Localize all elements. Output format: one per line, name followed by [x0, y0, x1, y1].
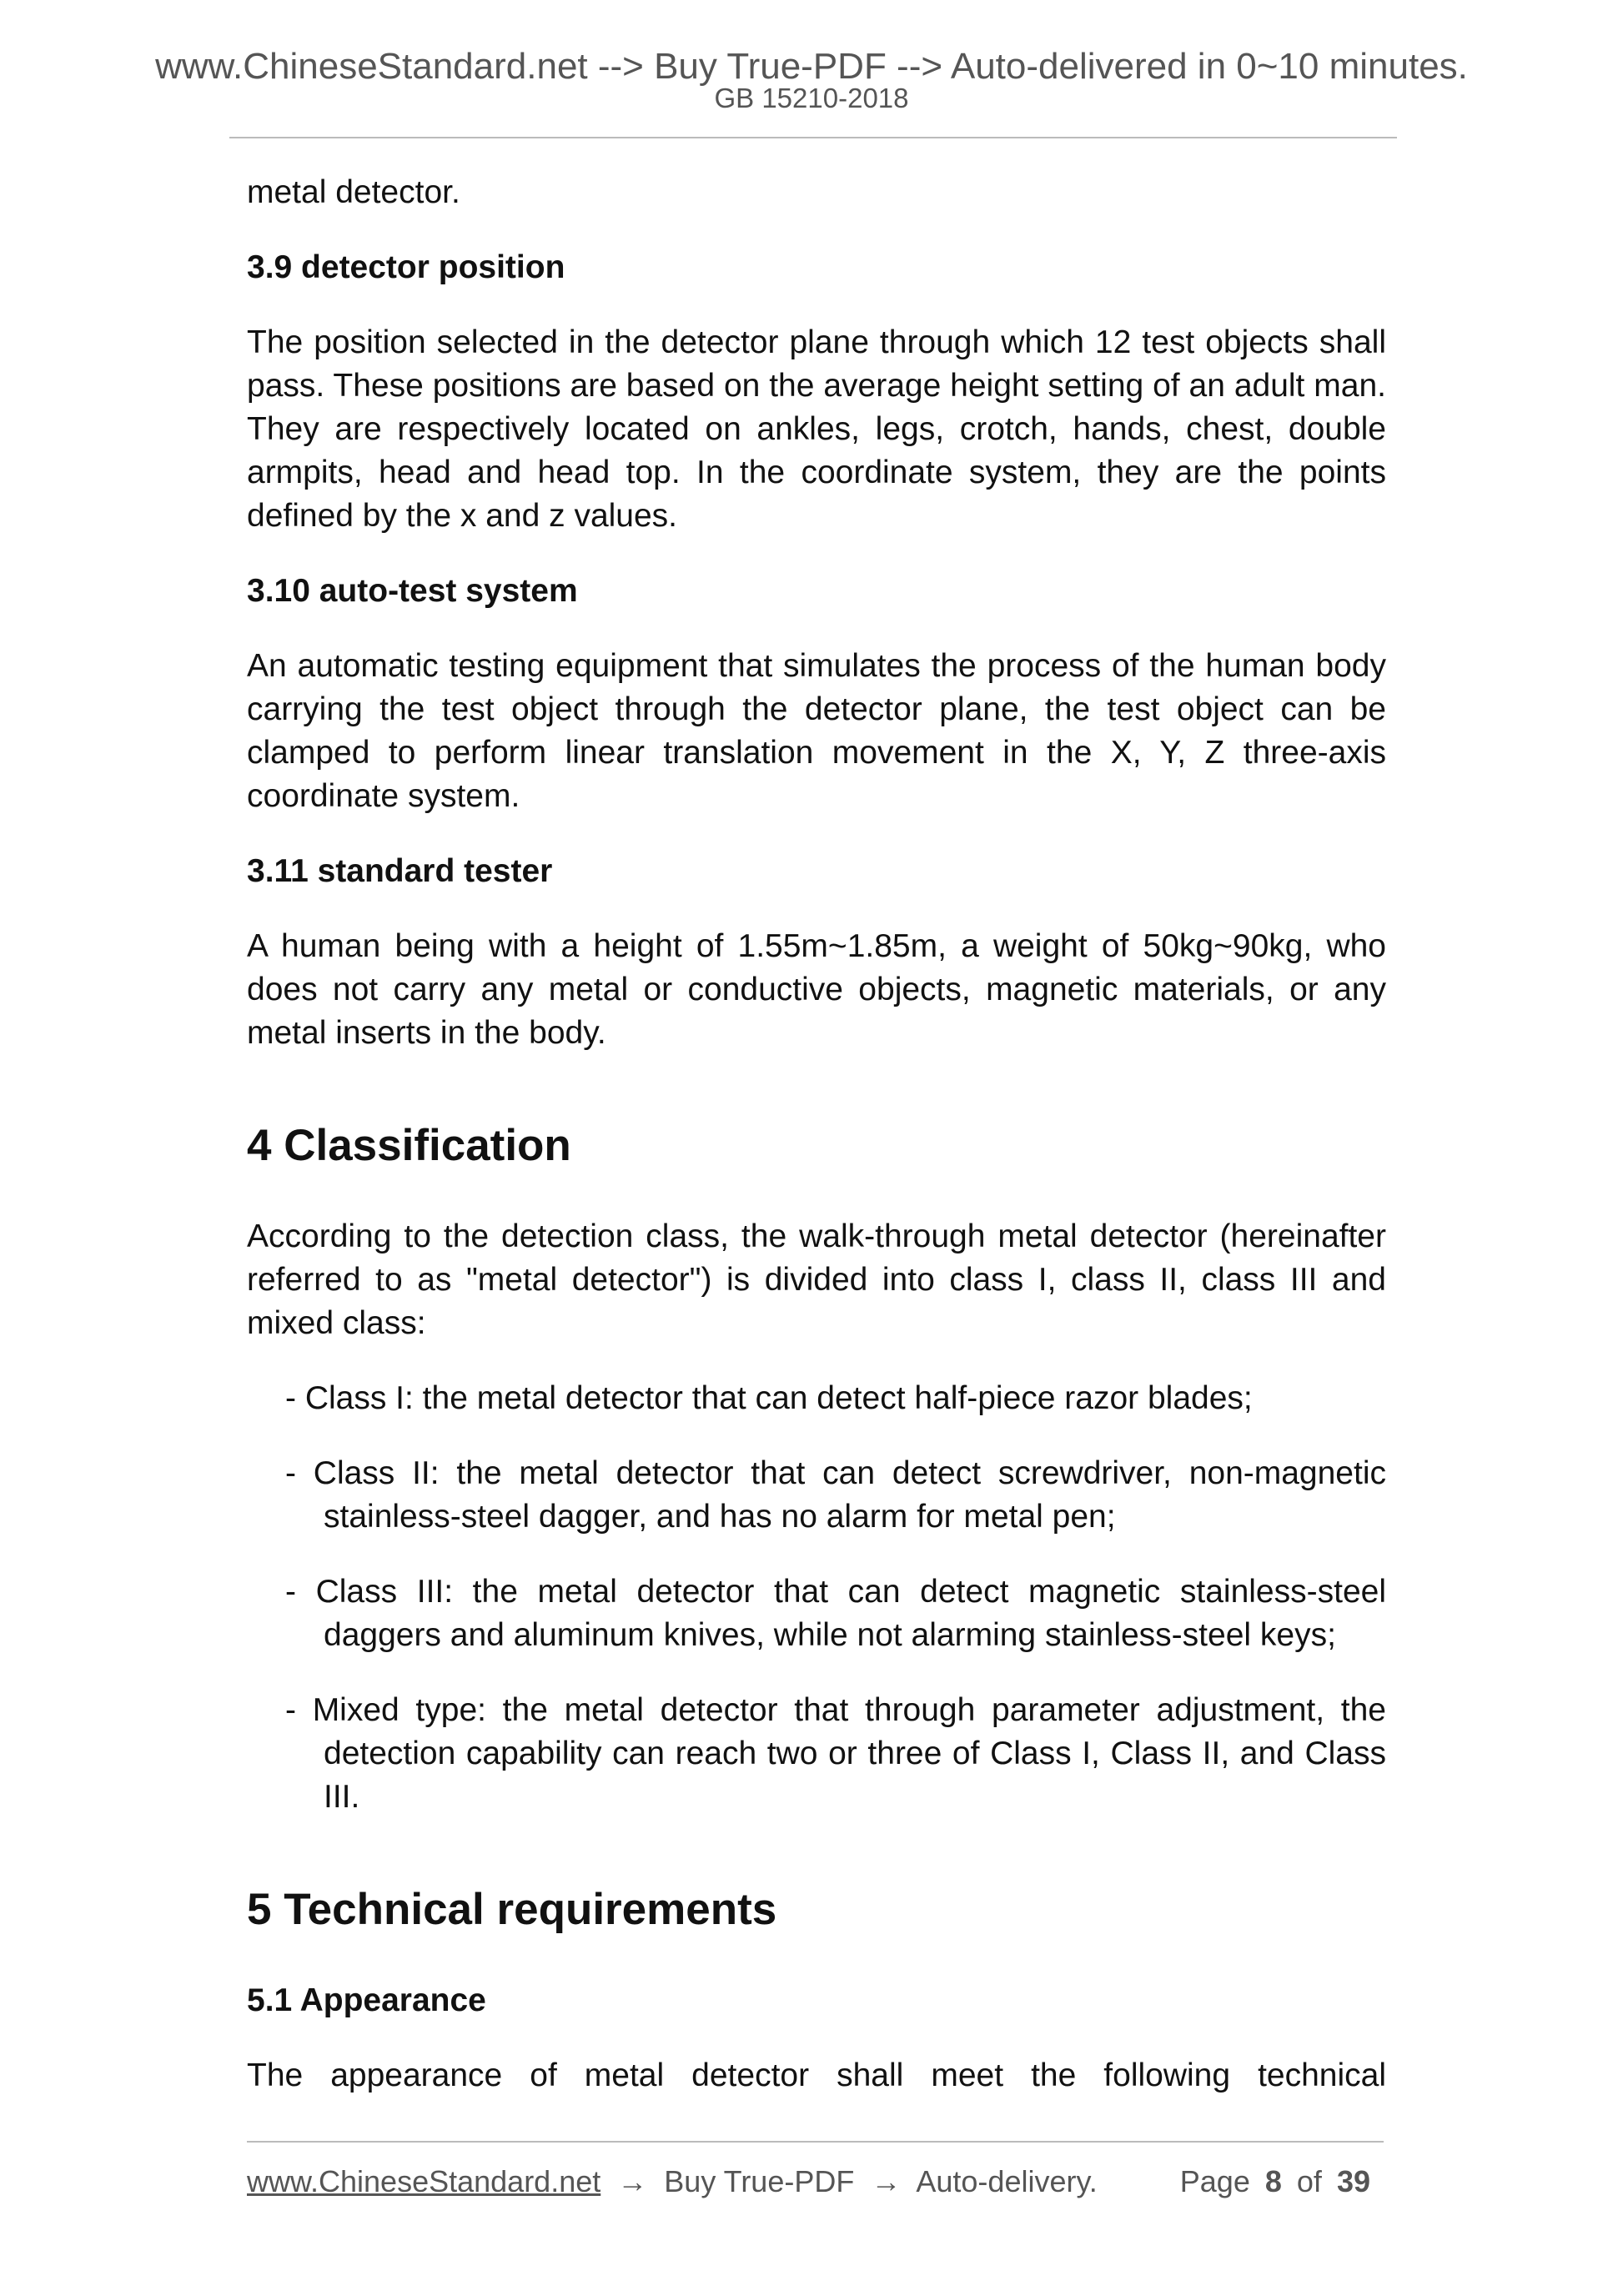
heading-3-11: 3.11 standard tester	[247, 853, 553, 889]
paragraph-3-9: The position selected in the detector plane through which 12 test objects shall pass. These positions are based on the average height setting of an adult man. They are respectively located on ankles, legs, crotch, hands, chest, double armpits, head and head top. In the coordinate system, they are the points defined by the x and z values.	[247, 324, 1386, 534]
footer-site-link[interactable]: www.ChineseStandard.net	[247, 2164, 601, 2198]
page-indicator	[1180, 2158, 1377, 2205]
arrow-right-icon: →	[617, 2164, 648, 2198]
list-item-mixed-type: - Mixed type: the metal detector that through parameter adjustment, the detection capability can reach two or three of Class I, Class II, and Class III.	[285, 1692, 1386, 1815]
page-label: Page	[1179, 2164, 1250, 2198]
arrow-right-icon: →	[871, 2164, 902, 2198]
footer-buy-text: Buy True-PDF	[664, 2164, 855, 2198]
heading-5-technical-requirements: 5 Technical requirements	[247, 1885, 777, 1934]
header-divider	[229, 137, 1397, 138]
heading-3-9: 3.9 detector position	[247, 249, 565, 285]
footer-delivery-text: Auto-delivery.	[916, 2164, 1098, 2198]
footer-divider	[247, 2141, 1384, 2143]
top-banner: www.ChineseStandard.net --> Buy True-PDF --> Auto-delivered in 0~10 minutes.	[155, 46, 1468, 87]
heading-3-10: 3.10 auto-test system	[247, 573, 578, 609]
list-item-class-1: - Class I: the metal detector that can detect half-piece razor blades;	[285, 1380, 1253, 1416]
paragraph-3-10: An automatic testing equipment that simulates the process of the human body carrying the test object through the detector plane, the test object can be clamped to perform linear translation movement in the X, Y, Z three-axis coordinate system.	[247, 648, 1386, 814]
of-label: of	[1296, 2164, 1322, 2198]
lead-text: metal detector.	[247, 174, 460, 210]
paragraph-3-11: A human being with a height of 1.55m~1.85m, a weight of 50kg~90kg, who does not carry any metal or conductive objects, magnetic materials, or any metal inserts in the body.	[247, 928, 1386, 1051]
footer-promo	[247, 2158, 1098, 2205]
page-content	[247, 171, 1386, 2129]
list-item-class-2: - Class II: the metal detector that can detect screwdriver, non-magnetic stainless-steel dagger, and has no alarm for metal pen;	[285, 1455, 1386, 1535]
page-total: 39	[1336, 2164, 1370, 2198]
paragraph-5-1: The appearance of metal detector shall meet the following technical	[247, 2057, 1386, 2093]
heading-5-1-appearance: 5.1 Appearance	[247, 1982, 486, 2018]
paragraph-4-intro: According to the detection class, the walk-through metal detector (hereinafter referred to as "metal detector") is divided into class I, class II, class III and mixed class:	[247, 1218, 1386, 1341]
standard-code: GB 15210-2018	[714, 83, 909, 113]
list-item-class-3: - Class III: the metal detector that can detect magnetic stainless-steel daggers and aluminum knives, while not alarming stainless-steel keys;	[285, 1574, 1386, 1653]
page-number: 8	[1264, 2164, 1282, 2198]
heading-4-classification: 4 Classification	[247, 1121, 571, 1170]
page-footer	[247, 2158, 1384, 2205]
